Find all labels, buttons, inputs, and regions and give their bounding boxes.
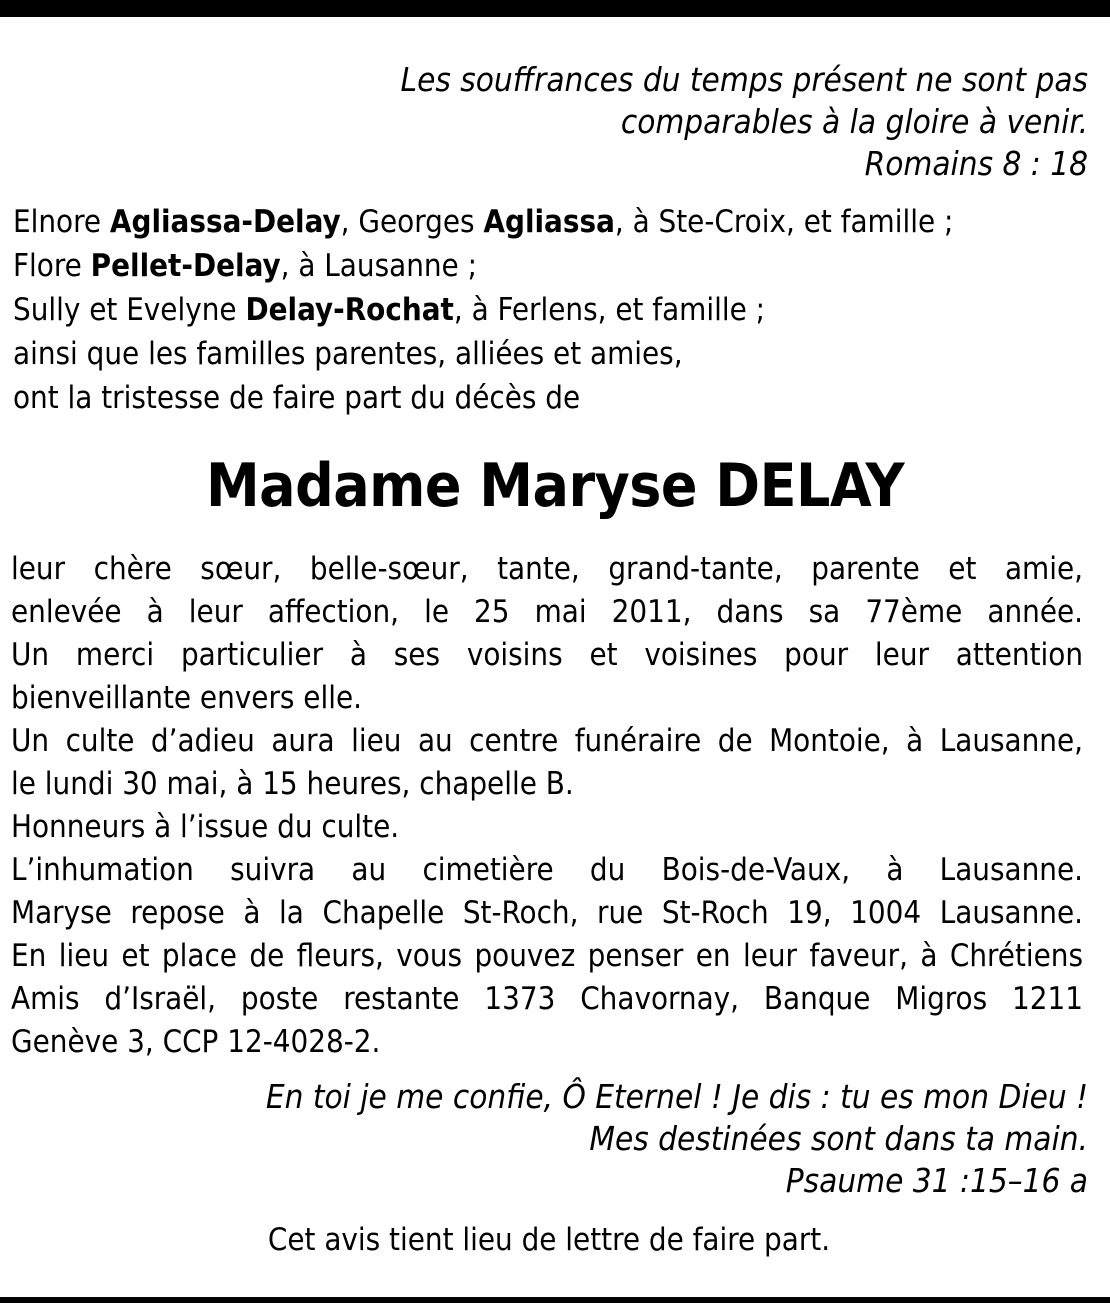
deceased-name-heading: Madame Maryse DELAY (205, 451, 905, 521)
body-line: enlevée à leur affection, le 25 mai 2011, dans sa 77ème année. (11, 594, 1083, 630)
body-line: Un merci particulier à ses voisins et voisines pour leur attention (11, 637, 1083, 673)
family-line: ont la tristesse de faire part du décès de (13, 380, 581, 416)
family-line (13, 244, 953, 288)
family-line (13, 288, 953, 332)
family-announcement (13, 200, 953, 420)
body-line: leur chère sœur, belle-sœur, tante, grand-tante, parente et amie, (11, 551, 1083, 587)
text: Elnore (13, 204, 110, 240)
opening-bible-verse (401, 59, 1088, 185)
body-line: En lieu et place de fleurs, vous pouvez penser en leur faveur, à Chrétiens (11, 938, 1083, 974)
verse-line: En toi je me confie, Ô Eternel ! Je dis : tu es mon Dieu ! (265, 1077, 1088, 1116)
text: Sully et Evelyne (13, 292, 246, 328)
family-surname: Agliassa-Delay (109, 204, 341, 240)
family-surname: Agliassa (483, 204, 615, 240)
body-line: Amis d’Israël, poste restante 1373 Chavornay, Banque Migros 1211 (11, 981, 1083, 1017)
top-border-rule (0, 0, 1110, 17)
text: , à Ferlens, et famille ; (453, 292, 766, 328)
family-surname: Pellet-Delay (90, 248, 281, 284)
verse-line: Les souffrances du temps présent ne sont pas (400, 60, 1088, 99)
body-line: bienveillante envers elle. (11, 680, 362, 716)
body-line: Honneurs à l’issue du culte. (11, 809, 400, 845)
family-surname: Delay-Rochat (245, 292, 454, 328)
body-line: Maryse repose à la Chapelle St-Roch, rue St-Roch 19, 1004 Lausanne. (11, 895, 1083, 931)
text: , à Ste-Croix, et famille ; (614, 204, 954, 240)
verse-reference: Romains 8 : 18 (864, 144, 1088, 183)
verse-line: comparables à la gloire à venir. (620, 102, 1088, 141)
closing-notice: Cet avis tient lieu de lettre de faire part. (267, 1222, 831, 1258)
closing-bible-verse (266, 1076, 1088, 1202)
bottom-border-rule (0, 1297, 1110, 1303)
family-line (13, 200, 953, 244)
body-line: L’inhumation suivra au cimetière du Bois-de-Vaux, à Lausanne. (11, 852, 1083, 888)
obituary-body (11, 548, 1083, 1064)
verse-reference: Psaume 31 :15–16 a (785, 1161, 1088, 1200)
body-line: le lundi 30 mai, à 15 heures, chapelle B. (11, 766, 574, 802)
text: Flore (13, 248, 91, 284)
body-line: Un culte d’adieu aura lieu au centre funéraire de Montoie, à Lausanne, (11, 723, 1083, 759)
text: , Georges (340, 204, 484, 240)
text: , à Lausanne ; (280, 248, 477, 284)
body-line: Genève 3, CCP 12-4028-2. (11, 1024, 381, 1060)
family-line: ainsi que les familles parentes, alliées et amies, (13, 336, 683, 372)
verse-line: Mes destinées sont dans ta main. (589, 1119, 1088, 1158)
